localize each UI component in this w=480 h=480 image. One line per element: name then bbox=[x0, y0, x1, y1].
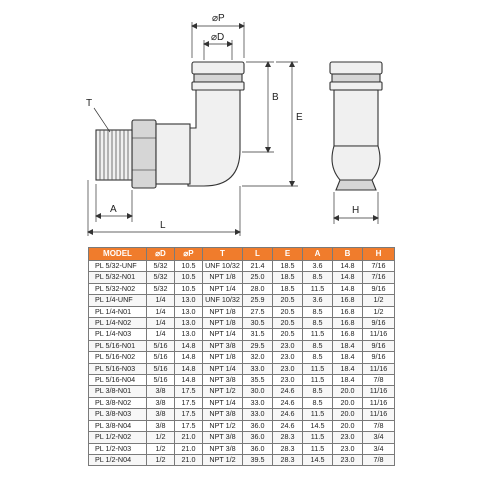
cell-phi-d: 5/16 bbox=[147, 352, 175, 363]
cell-a: 8.5 bbox=[303, 352, 333, 363]
cell-phi-p: 21.0 bbox=[175, 454, 203, 465]
cell-model: PL 3/8-N03 bbox=[89, 409, 147, 420]
cell-t: NPT 3/8 bbox=[203, 443, 243, 454]
cell-e: 20.5 bbox=[273, 295, 303, 306]
cell-h: 1/2 bbox=[363, 306, 395, 317]
cell-l: 32.0 bbox=[243, 352, 273, 363]
cell-a: 11.5 bbox=[303, 432, 333, 443]
cell-h: 3/4 bbox=[363, 443, 395, 454]
cell-t: UNF 10/32 bbox=[203, 295, 243, 306]
cell-model: PL 3/8-N01 bbox=[89, 386, 147, 397]
cell-t: NPT 1/4 bbox=[203, 397, 243, 408]
cell-e: 24.6 bbox=[273, 397, 303, 408]
cell-a: 11.5 bbox=[303, 409, 333, 420]
cell-b: 18.4 bbox=[333, 352, 363, 363]
cell-h: 7/16 bbox=[363, 272, 395, 283]
cell-model: PL 5/32-N02 bbox=[89, 283, 147, 294]
cell-h: 11/16 bbox=[363, 409, 395, 420]
cell-l: 28.0 bbox=[243, 283, 273, 294]
cell-a: 3.6 bbox=[303, 261, 333, 272]
cell-e: 18.5 bbox=[273, 283, 303, 294]
cell-a: 8.5 bbox=[303, 318, 333, 329]
cell-l: 39.5 bbox=[243, 454, 273, 465]
cell-a: 8.5 bbox=[303, 306, 333, 317]
front-collet-ring-2 bbox=[330, 82, 382, 90]
cell-b: 16.8 bbox=[333, 295, 363, 306]
cell-h: 11/16 bbox=[363, 397, 395, 408]
label-phi-d: ⌀D bbox=[211, 32, 225, 43]
cell-phi-p: 10.5 bbox=[175, 272, 203, 283]
cell-b: 20.0 bbox=[333, 386, 363, 397]
cell-a: 14.5 bbox=[303, 420, 333, 431]
header-l: L bbox=[243, 248, 273, 261]
table-body bbox=[89, 261, 395, 466]
header-model: MODEL bbox=[89, 248, 147, 261]
label-t: T bbox=[86, 98, 93, 109]
cell-l: 30.5 bbox=[243, 318, 273, 329]
label-e: E bbox=[296, 112, 303, 123]
cell-phi-p: 17.5 bbox=[175, 386, 203, 397]
elbow-front-view bbox=[330, 62, 382, 190]
cell-t: UNF 10/32 bbox=[203, 261, 243, 272]
collet-ring-2 bbox=[192, 82, 244, 90]
cell-phi-d: 5/16 bbox=[147, 375, 175, 386]
cell-e: 23.0 bbox=[273, 352, 303, 363]
label-h: H bbox=[352, 205, 360, 216]
header-b: B bbox=[333, 248, 363, 261]
cell-t: NPT 3/8 bbox=[203, 409, 243, 420]
cell-phi-d: 5/32 bbox=[147, 283, 175, 294]
label-b: B bbox=[272, 92, 279, 103]
cell-h: 7/8 bbox=[363, 420, 395, 431]
collet-ring bbox=[194, 74, 242, 82]
cell-phi-p: 13.0 bbox=[175, 295, 203, 306]
cell-model: PL 3/8-N02 bbox=[89, 397, 147, 408]
cell-phi-d: 1/4 bbox=[147, 318, 175, 329]
cell-phi-d: 3/8 bbox=[147, 420, 175, 431]
cell-model: PL 5/16-N01 bbox=[89, 340, 147, 351]
label-l: L bbox=[160, 220, 166, 231]
cell-phi-d: 5/16 bbox=[147, 340, 175, 351]
cell-b: 18.4 bbox=[333, 375, 363, 386]
neck bbox=[156, 124, 190, 184]
cell-h: 11/16 bbox=[363, 363, 395, 374]
cell-l: 31.5 bbox=[243, 329, 273, 340]
cell-t: NPT 3/8 bbox=[203, 340, 243, 351]
dimension-b bbox=[242, 62, 279, 152]
cell-a: 11.5 bbox=[303, 283, 333, 294]
cell-b: 16.8 bbox=[333, 306, 363, 317]
cell-b: 14.8 bbox=[333, 283, 363, 294]
cell-b: 20.0 bbox=[333, 397, 363, 408]
cell-l: 36.0 bbox=[243, 420, 273, 431]
cell-b: 14.8 bbox=[333, 261, 363, 272]
cell-model: PL 1/2-N03 bbox=[89, 443, 147, 454]
cell-b: 16.8 bbox=[333, 329, 363, 340]
header-a: A bbox=[303, 248, 333, 261]
cell-l: 30.0 bbox=[243, 386, 273, 397]
cell-e: 28.3 bbox=[273, 454, 303, 465]
cell-e: 20.5 bbox=[273, 318, 303, 329]
cell-phi-d: 5/16 bbox=[147, 363, 175, 374]
cell-phi-p: 14.8 bbox=[175, 352, 203, 363]
table-row bbox=[89, 306, 395, 317]
header-h: H bbox=[363, 248, 395, 261]
cell-h: 11/16 bbox=[363, 386, 395, 397]
cell-model: PL 5/16-N04 bbox=[89, 375, 147, 386]
cell-t: NPT 1/8 bbox=[203, 318, 243, 329]
cell-e: 23.0 bbox=[273, 375, 303, 386]
cell-t: NPT 1/4 bbox=[203, 363, 243, 374]
cell-e: 23.0 bbox=[273, 340, 303, 351]
cell-model: PL 5/16-N03 bbox=[89, 363, 147, 374]
cell-e: 18.5 bbox=[273, 272, 303, 283]
cell-b: 23.0 bbox=[333, 443, 363, 454]
cell-model: PL 5/32-N01 bbox=[89, 272, 147, 283]
cell-l: 33.0 bbox=[243, 397, 273, 408]
cell-phi-d: 5/32 bbox=[147, 272, 175, 283]
front-collet-ring bbox=[332, 74, 380, 82]
cell-l: 33.0 bbox=[243, 409, 273, 420]
cell-b: 20.0 bbox=[333, 409, 363, 420]
dimension-t bbox=[86, 98, 110, 132]
table-row bbox=[89, 432, 395, 443]
cell-h: 9/16 bbox=[363, 283, 395, 294]
cell-l: 36.0 bbox=[243, 443, 273, 454]
cell-phi-d: 1/4 bbox=[147, 295, 175, 306]
cell-l: 36.0 bbox=[243, 432, 273, 443]
dimension-e bbox=[242, 62, 303, 186]
cell-phi-d: 5/32 bbox=[147, 261, 175, 272]
cell-e: 20.5 bbox=[273, 329, 303, 340]
cell-model: PL 1/4-N01 bbox=[89, 306, 147, 317]
cell-h: 7/8 bbox=[363, 375, 395, 386]
cell-model: PL 1/4-UNF bbox=[89, 295, 147, 306]
table-row bbox=[89, 420, 395, 431]
cell-h: 1/2 bbox=[363, 295, 395, 306]
cell-a: 14.5 bbox=[303, 454, 333, 465]
cell-phi-p: 14.8 bbox=[175, 363, 203, 374]
cell-model: PL 3/8-N04 bbox=[89, 420, 147, 431]
cell-t: NPT 1/2 bbox=[203, 454, 243, 465]
cell-phi-p: 14.8 bbox=[175, 375, 203, 386]
cell-h: 11/16 bbox=[363, 329, 395, 340]
table-row bbox=[89, 283, 395, 294]
cell-phi-d: 3/8 bbox=[147, 397, 175, 408]
cell-t: NPT 3/8 bbox=[203, 375, 243, 386]
cell-b: 23.0 bbox=[333, 432, 363, 443]
cell-t: NPT 1/4 bbox=[203, 329, 243, 340]
cell-b: 16.8 bbox=[333, 318, 363, 329]
cell-a: 8.5 bbox=[303, 397, 333, 408]
cell-phi-d: 3/8 bbox=[147, 386, 175, 397]
cell-phi-p: 10.5 bbox=[175, 261, 203, 272]
label-a: A bbox=[110, 204, 117, 215]
table-row bbox=[89, 340, 395, 351]
table-row bbox=[89, 295, 395, 306]
cell-e: 28.3 bbox=[273, 432, 303, 443]
cell-phi-p: 17.5 bbox=[175, 420, 203, 431]
cell-e: 23.0 bbox=[273, 363, 303, 374]
header-t: T bbox=[203, 248, 243, 261]
cell-t: NPT 1/2 bbox=[203, 386, 243, 397]
cell-l: 27.5 bbox=[243, 306, 273, 317]
cell-t: NPT 1/8 bbox=[203, 306, 243, 317]
table-row bbox=[89, 272, 395, 283]
cell-e: 24.6 bbox=[273, 420, 303, 431]
table-row bbox=[89, 397, 395, 408]
cell-l: 25.9 bbox=[243, 295, 273, 306]
front-collet-cap bbox=[330, 62, 382, 74]
hex-nut bbox=[132, 120, 156, 188]
cell-l: 33.0 bbox=[243, 363, 273, 374]
spec-table bbox=[88, 247, 394, 466]
cell-b: 20.0 bbox=[333, 420, 363, 431]
cell-t: NPT 1/8 bbox=[203, 272, 243, 283]
cell-e: 18.5 bbox=[273, 261, 303, 272]
cell-h: 9/16 bbox=[363, 340, 395, 351]
cell-phi-p: 21.0 bbox=[175, 443, 203, 454]
cell-model: PL 5/32-UNF bbox=[89, 261, 147, 272]
cell-h: 3/4 bbox=[363, 432, 395, 443]
cell-a: 11.5 bbox=[303, 375, 333, 386]
cell-e: 24.6 bbox=[273, 386, 303, 397]
table-row bbox=[89, 443, 395, 454]
cell-t: NPT 1/4 bbox=[203, 283, 243, 294]
cell-phi-d: 1/2 bbox=[147, 443, 175, 454]
cell-l: 25.0 bbox=[243, 272, 273, 283]
cell-t: NPT 3/8 bbox=[203, 432, 243, 443]
cell-model: PL 1/4-N02 bbox=[89, 318, 147, 329]
table-row bbox=[89, 454, 395, 465]
dimension-phi-d bbox=[204, 32, 232, 60]
cell-l: 35.5 bbox=[243, 375, 273, 386]
table-row bbox=[89, 375, 395, 386]
cell-model: PL 1/2-N02 bbox=[89, 432, 147, 443]
dimension-h bbox=[334, 192, 378, 224]
cell-phi-p: 13.0 bbox=[175, 318, 203, 329]
front-body bbox=[334, 90, 378, 146]
cell-phi-p: 14.8 bbox=[175, 340, 203, 351]
cell-b: 14.8 bbox=[333, 272, 363, 283]
cell-model: PL 1/2-N04 bbox=[89, 454, 147, 465]
cell-a: 8.5 bbox=[303, 272, 333, 283]
cell-b: 18.4 bbox=[333, 340, 363, 351]
cell-phi-d: 3/8 bbox=[147, 409, 175, 420]
cell-h: 9/16 bbox=[363, 318, 395, 329]
cell-h: 7/16 bbox=[363, 261, 395, 272]
cell-h: 9/16 bbox=[363, 352, 395, 363]
elbow-body bbox=[188, 90, 240, 186]
header-phi-d: ⌀D bbox=[147, 248, 175, 261]
cell-a: 8.5 bbox=[303, 340, 333, 351]
cell-l: 29.5 bbox=[243, 340, 273, 351]
label-phi-p: ⌀P bbox=[212, 13, 225, 24]
table-row bbox=[89, 329, 395, 340]
collet-cap bbox=[192, 62, 244, 74]
elbow-side-view bbox=[96, 62, 244, 188]
cell-a: 11.5 bbox=[303, 363, 333, 374]
cell-a: 11.5 bbox=[303, 443, 333, 454]
cell-e: 24.6 bbox=[273, 409, 303, 420]
cell-phi-p: 13.0 bbox=[175, 329, 203, 340]
cell-b: 18.4 bbox=[333, 363, 363, 374]
cell-phi-p: 10.5 bbox=[175, 283, 203, 294]
cell-b: 23.0 bbox=[333, 454, 363, 465]
cell-t: NPT 1/8 bbox=[203, 352, 243, 363]
cell-phi-p: 13.0 bbox=[175, 306, 203, 317]
table-row bbox=[89, 352, 395, 363]
front-hex bbox=[336, 180, 376, 190]
cell-phi-p: 17.5 bbox=[175, 409, 203, 420]
cell-phi-p: 21.0 bbox=[175, 432, 203, 443]
cell-a: 3.6 bbox=[303, 295, 333, 306]
cell-model: PL 5/16-N02 bbox=[89, 352, 147, 363]
cell-phi-d: 1/2 bbox=[147, 454, 175, 465]
table-row bbox=[89, 318, 395, 329]
table-row bbox=[89, 386, 395, 397]
cell-l: 21.4 bbox=[243, 261, 273, 272]
cell-phi-d: 1/2 bbox=[147, 432, 175, 443]
cell-model: PL 1/4-N03 bbox=[89, 329, 147, 340]
front-elbow-bulb bbox=[332, 146, 380, 180]
threaded-end bbox=[96, 130, 132, 180]
header-e: E bbox=[273, 248, 303, 261]
cell-a: 8.5 bbox=[303, 386, 333, 397]
cell-phi-d: 1/4 bbox=[147, 306, 175, 317]
cell-phi-d: 1/4 bbox=[147, 329, 175, 340]
table-row bbox=[89, 409, 395, 420]
cell-e: 28.3 bbox=[273, 443, 303, 454]
cell-t: NPT 1/2 bbox=[203, 420, 243, 431]
table-header-row bbox=[89, 248, 395, 261]
cell-a: 11.5 bbox=[303, 329, 333, 340]
cell-h: 7/8 bbox=[363, 454, 395, 465]
dimension-a bbox=[96, 184, 132, 222]
header-phi-p: ⌀P bbox=[175, 248, 203, 261]
cell-phi-p: 17.5 bbox=[175, 397, 203, 408]
table-row bbox=[89, 261, 395, 272]
cell-e: 20.5 bbox=[273, 306, 303, 317]
table-row bbox=[89, 363, 395, 374]
